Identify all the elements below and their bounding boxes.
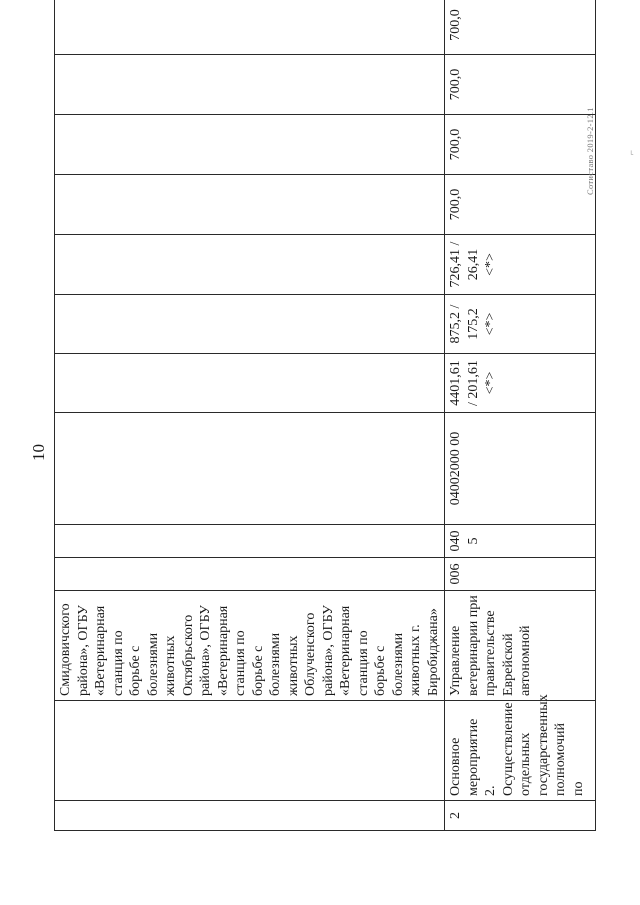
cell-2016: [55, 295, 445, 354]
cell-csr: [55, 413, 445, 525]
scan-stamp-text: Cотиставо 2019-2-12.1: [585, 107, 595, 195]
cell-csr: 04002000 00: [445, 413, 596, 525]
cell-2021: [55, 0, 445, 55]
cell-number: [55, 801, 445, 831]
table-row-main-activity-2: [445, 0, 596, 831]
program-table: [54, 0, 596, 831]
cell-2016: 875,2 / 175,2 <*>: [445, 295, 596, 354]
cell-measure: Основное мероприятие 2. Осуществление отдельных государственных полномочий по: [445, 701, 596, 801]
cell-2021: 700,0: [445, 0, 596, 55]
cell-measure: [55, 701, 445, 801]
cell-2018: 700,0: [445, 175, 596, 235]
page-number: 10: [29, 444, 48, 461]
cell-grbs: [55, 558, 445, 591]
table-row-continuation: [55, 0, 445, 831]
cell-grbs: 006: [445, 558, 596, 591]
cell-2017: [55, 235, 445, 295]
cell-2019: 700,0: [445, 115, 596, 175]
cell-executor: Управление ветеринарии при правительстве Еврейской автономной: [445, 591, 596, 701]
cell-2020: 700,0: [445, 55, 596, 115]
cell-2019: [55, 115, 445, 175]
cell-rzpr: 040 5: [445, 525, 596, 558]
cell-executors: Смидовичского района», ОГБУ «Ветеринарная станция по борьбе с болезнями животных Октябрьского района», ОГБУ «Ветеринарная станция по борьбе с болезнями животных Облученского района», ОГБУ «Ветеринарная станция по борьбе с болезнями животных г. Биробиджана»: [55, 591, 445, 701]
cell-2017: 726,41 / 26,41 <*>: [445, 235, 596, 295]
cell-number: 2: [445, 801, 596, 831]
cell-rzpr: [55, 525, 445, 558]
scan-mark: ⌐: [626, 149, 636, 155]
cell-total: [55, 354, 445, 413]
cell-total: 4401,61 / 201,61 <*>: [445, 354, 596, 413]
cell-2020: [55, 55, 445, 115]
cell-2018: [55, 175, 445, 235]
